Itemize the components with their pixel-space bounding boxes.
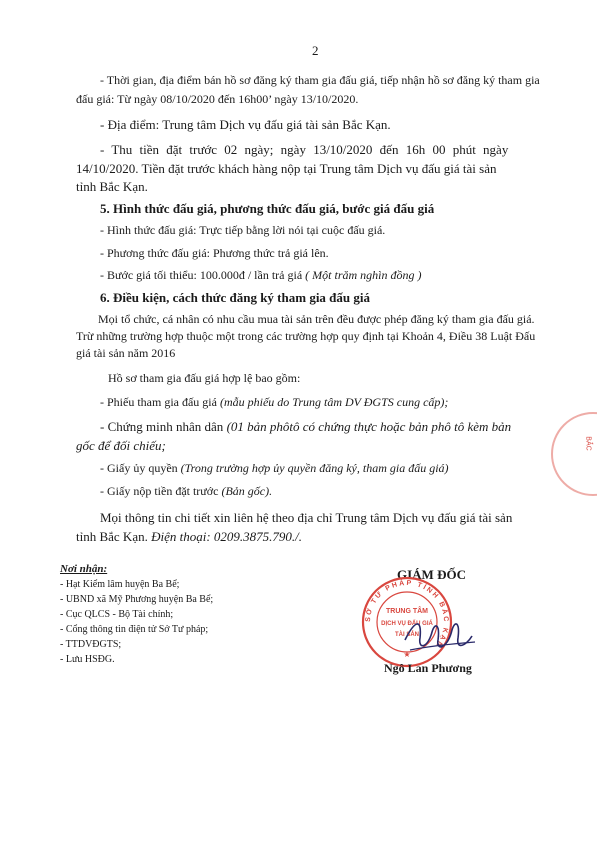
partial-side-stamp [551,412,597,496]
text-line [100,483,272,499]
text-line [100,460,449,476]
recipient-item: - Hạt Kiểm lâm huyện Ba Bể; [60,579,180,590]
text-line [100,267,421,283]
text-fragment: - Bước giá tối thiểu: 100.000đ / lần trả giá [100,268,306,282]
text-line: 14/10/2020. Tiền đặt trước khách hàng nộp tại Trung tâm Dịch vụ đấu giá tài sản [76,161,497,176]
text-fragment: - Chứng minh nhân dân [100,419,227,434]
text-line: - Thời gian, địa điểm bán hồ sơ đăng ký tham gia đấu giá, tiếp nhận hồ sơ đăng ký tham gia [100,73,540,87]
text-line: tỉnh Bắc Kạn. [76,179,148,194]
stamp-mid-text: DỊCH VỤ ĐẤU GIÁ [381,621,433,627]
text-line: Trừ những trường hợp thuộc một trong các trường hợp quy định tại Khoản 4, Điều 38 Luật Đấu [76,329,536,343]
text-fragment-italic: (01 bản phôtô có chứng thực hoặc bản phô tô kèm bản [226,419,512,434]
text-line: đấu giá: Từ ngày 08/10/2020 đến 16h00’ ngày 13/10/2020. [76,92,359,106]
text-fragment: - Phiếu tham gia đấu giá [100,395,220,409]
recipient-item: - Cổng thông tin điện tử Sở Tư pháp; [60,624,209,635]
text-fragment: tỉnh Bắc Kạn. [76,529,152,544]
text-line: - Địa điểm: Trung tâm Dịch vụ đấu giá tài sản Bắc Kạn. [100,117,391,132]
side-stamp-text: BẮC [584,436,592,451]
section-heading: 5. Hình thức đấu giá, phương thức đấu giá, bước giá đấu giá [100,201,435,216]
stamp-top-text: TRUNG TÂM [386,608,428,615]
handwritten-signature-icon [400,610,480,660]
signer-name: Ngô Lan Phương [384,661,472,675]
stamp-bottom-text: TÀI SẢN [395,632,419,638]
text-fragment-italic: (mẫu phiếu do Trung tâm DV ĐGTS cung cấp); [219,395,449,409]
text-line: Mọi tổ chức, cá nhân có nhu cầu mua tài sản trên đều được phép đăng ký tham gia đấu giá. [98,312,535,326]
text-fragment: - Giấy ủy quyền [100,461,181,475]
signature-role: GIÁM ĐỐC [397,567,466,582]
text-fragment-italic: (Bản gốc). [221,484,273,498]
text-line [100,418,511,435]
recipient-item: - Lưu HSĐG. [60,654,115,665]
text-line: gốc để đối chiếu; [76,438,166,453]
text-fragment-italic: ( Một trăm nghìn đồng ) [305,268,422,282]
text-line: - Thu tiền đặt trước 02 ngày; ngày 13/10/2020 đến 16h 00 phút ngày [100,142,509,157]
star-icon: ★ [403,650,411,659]
stamp-ring-text: SỞ TƯ PHÁP TỈNH BẮC KẠN [364,579,450,650]
text-line [76,528,302,545]
text-line: - Hình thức đấu giá: Trực tiếp bằng lời nói tại cuộc đấu giá. [100,223,386,237]
section-heading: 6. Điều kiện, cách thức đăng ký tham gia đấu giá [100,290,371,305]
text-line: Hồ sơ tham gia đấu giá hợp lệ bao gồm: [108,371,301,385]
recipient-item: - UBND xã Mỹ Phương huyện Ba Bể; [60,594,214,605]
page-number: 2 [312,43,319,58]
recipient-item: - Cục QLCS - Bộ Tài chính; [60,609,174,620]
text-fragment: - Giấy nộp tiền đặt trước [100,484,222,498]
recipients-title: Nơi nhận: [60,563,108,575]
recipient-item: - TTDVĐGTS; [60,639,122,650]
text-line: - Phương thức đấu giá: Phương thức trả giá lên. [100,246,329,260]
text-line: Mọi thông tin chi tiết xin liên hệ theo địa chỉ Trung tâm Dịch vụ đấu giá tài sản [100,510,513,525]
text-line [100,394,448,410]
text-line: giá tài sản năm 2016 [76,346,176,360]
text-fragment-italic: Điện thoại: 0209.3875.790./. [151,529,303,544]
text-fragment-italic: (Trong trường hợp ủy quyền đăng ký, tham gia đấu giá) [180,461,449,475]
